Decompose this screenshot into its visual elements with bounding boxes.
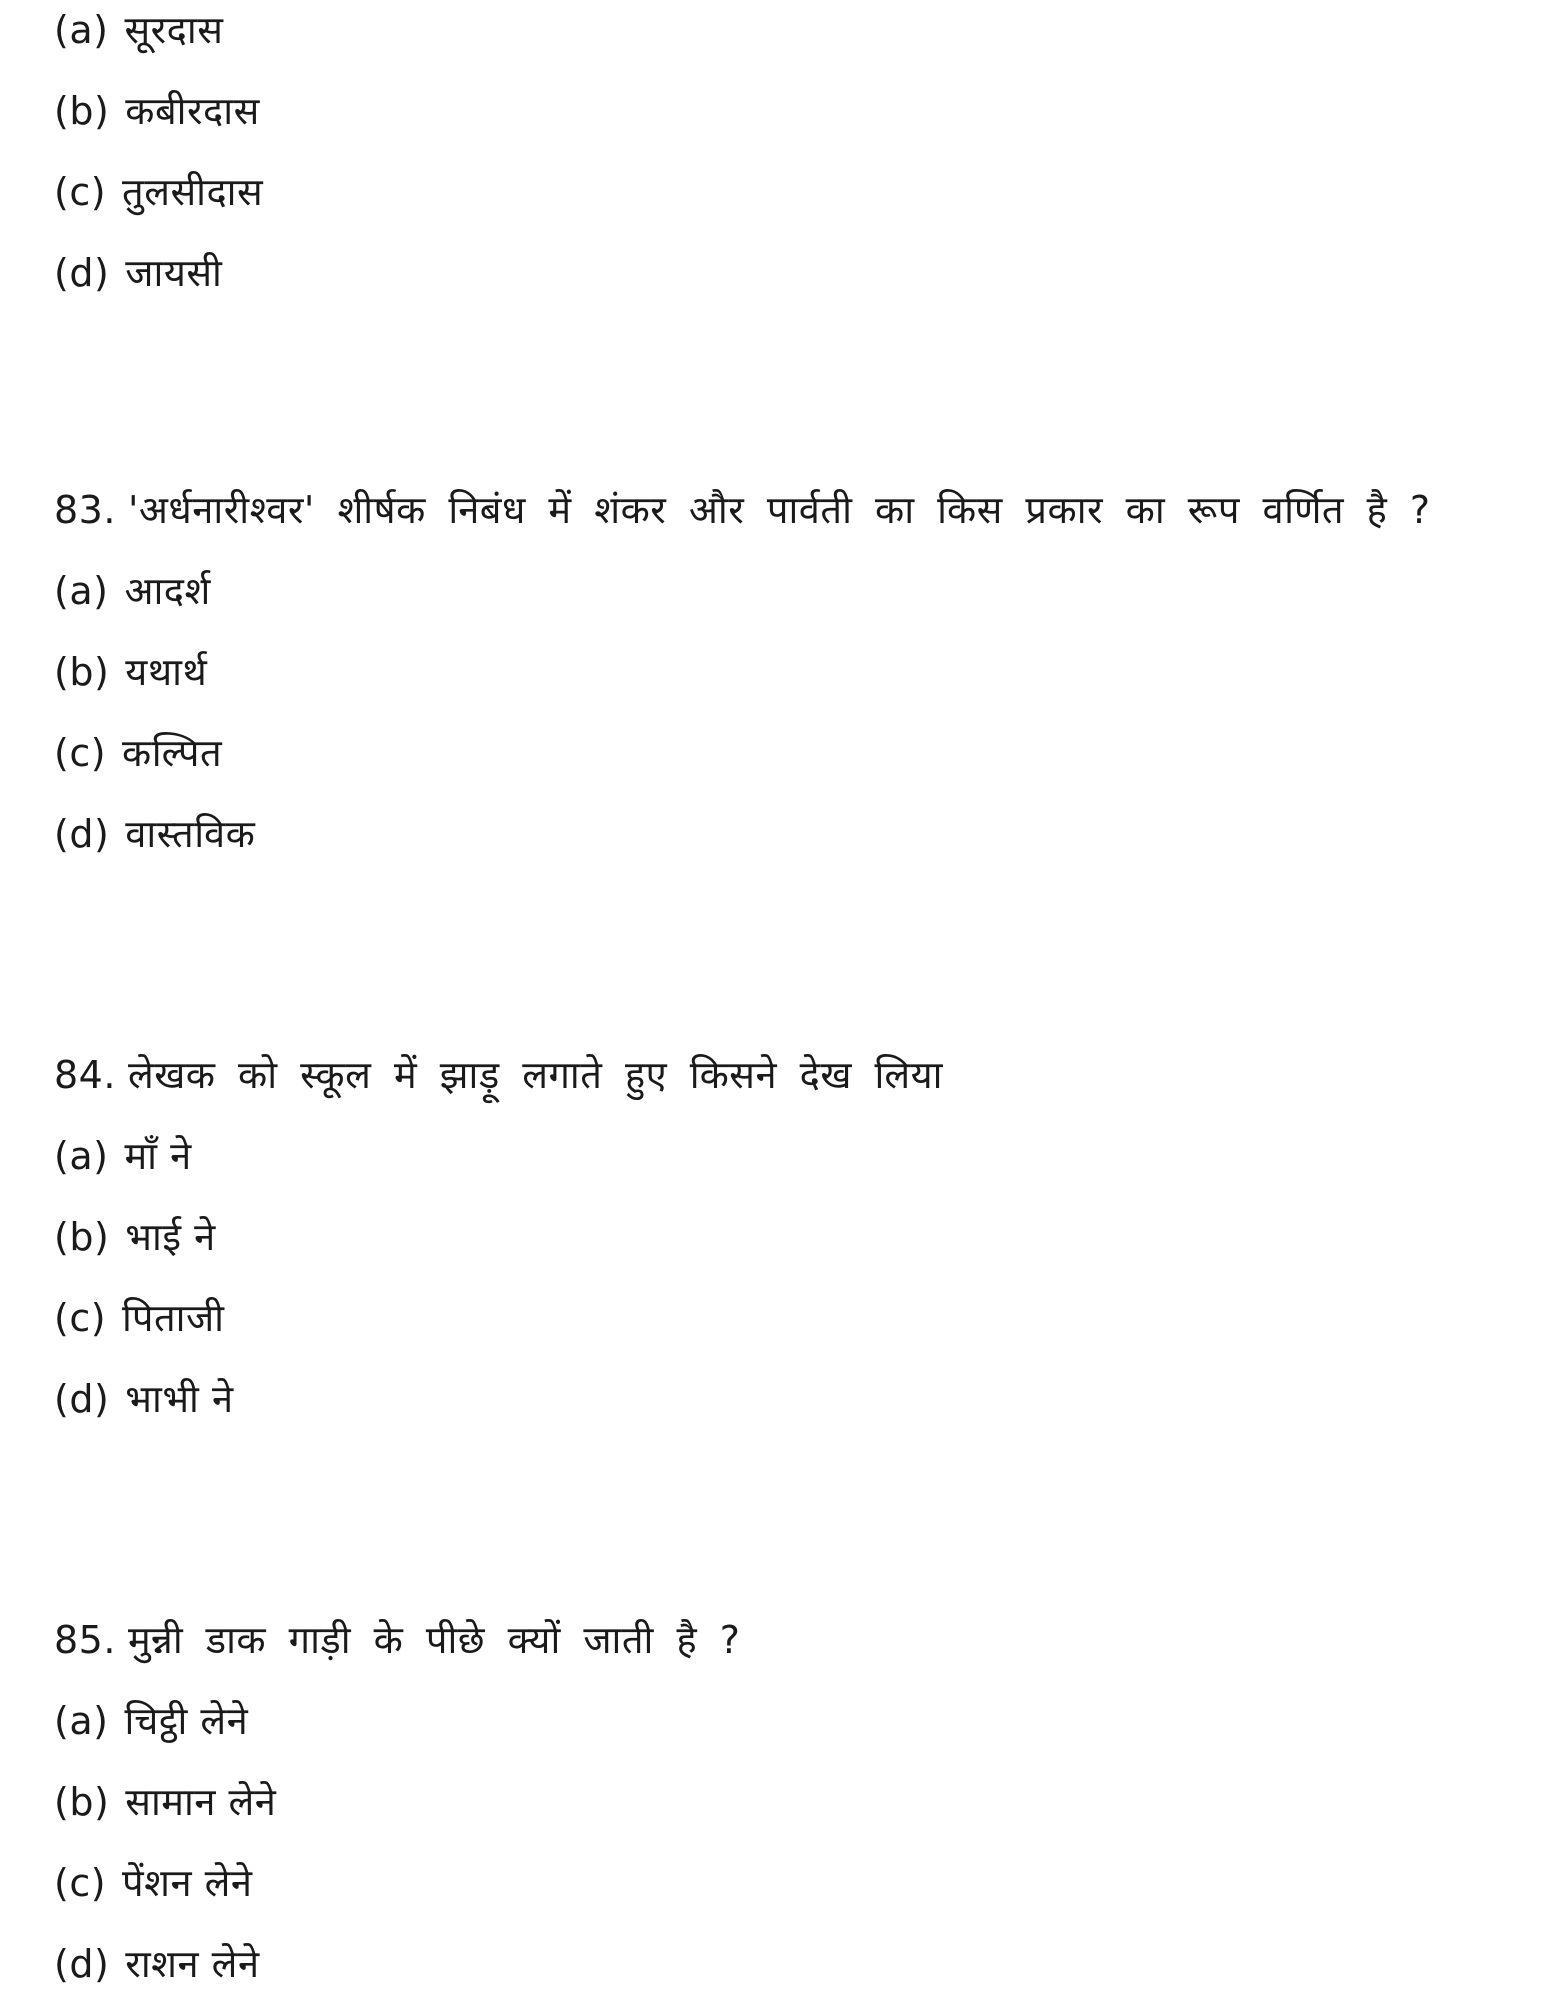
option-text: भाई ने [125,1215,216,1259]
option-c [54,152,1494,233]
option-b [54,632,1494,713]
option-key: (d) [54,251,110,295]
option-d [54,233,1494,314]
option-b [54,71,1494,152]
option-text: जायसी [125,251,223,295]
option-key: (d) [54,1942,110,1986]
option-text: तुलसीदास [122,170,264,214]
option-key: (b) [54,1215,110,1259]
option-text: चिट्ठी लेने [124,1699,249,1743]
option-text: वास्तविक [125,812,256,856]
option-d [54,1359,1494,1440]
option-text: राशन लेने [125,1942,260,1986]
option-key: (d) [54,812,110,856]
option-c [54,1843,1494,1924]
option-key: (a) [54,569,109,613]
option-key: (a) [54,8,109,52]
question-text-line [54,1600,1494,1681]
option-b [54,1197,1494,1278]
option-b [54,1762,1494,1843]
option-c [54,1278,1494,1359]
question-text: 'अर्धनारीश्वर' शीर्षक निबंध में शंकर और पार्वती का किस प्रकार का रूप वर्णित है ? [127,488,1431,532]
option-key: (c) [54,1296,107,1340]
question-number: 83. [54,488,116,532]
question-84 [54,1035,1494,1440]
option-text: भाभी ने [125,1377,234,1421]
options-q82 [54,0,1494,314]
option-text: माँ ने [124,1134,192,1178]
question-text-line [54,470,1494,551]
option-key: (b) [54,89,110,133]
option-a [54,551,1494,632]
option-text: यथार्थ [125,650,208,694]
option-text: कल्पित [122,731,223,775]
question-page [54,0,1494,2005]
question-text: मुन्नी डाक गाड़ी के पीछे क्यों जाती है ? [127,1618,741,1662]
option-text: पेंशन लेने [122,1861,253,1905]
option-d [54,794,1494,875]
question-83 [54,470,1494,875]
option-key: (c) [54,1861,107,1905]
option-key: (c) [54,170,107,214]
question-text-line [54,1035,1494,1116]
option-text: आदर्श [124,569,211,613]
option-key: (b) [54,1780,110,1824]
option-key: (b) [54,650,110,694]
question-number: 84. [54,1053,116,1097]
option-key: (a) [54,1134,109,1178]
option-key: (c) [54,731,107,775]
question-text: लेखक को स्कूल में झाड़ू लगाते हुए किसने देख लिया [127,1053,943,1097]
option-text: सामान लेने [125,1780,277,1824]
option-key: (a) [54,1699,109,1743]
option-text: सूरदास [124,8,224,52]
option-text: पिताजी [122,1296,225,1340]
option-key: (d) [54,1377,110,1421]
option-a [54,0,1494,71]
option-a [54,1116,1494,1197]
option-d [54,1924,1494,2005]
option-a [54,1681,1494,1762]
option-text: कबीरदास [125,89,260,133]
option-c [54,713,1494,794]
question-85 [54,1600,1494,2005]
question-number: 85. [54,1618,116,1662]
